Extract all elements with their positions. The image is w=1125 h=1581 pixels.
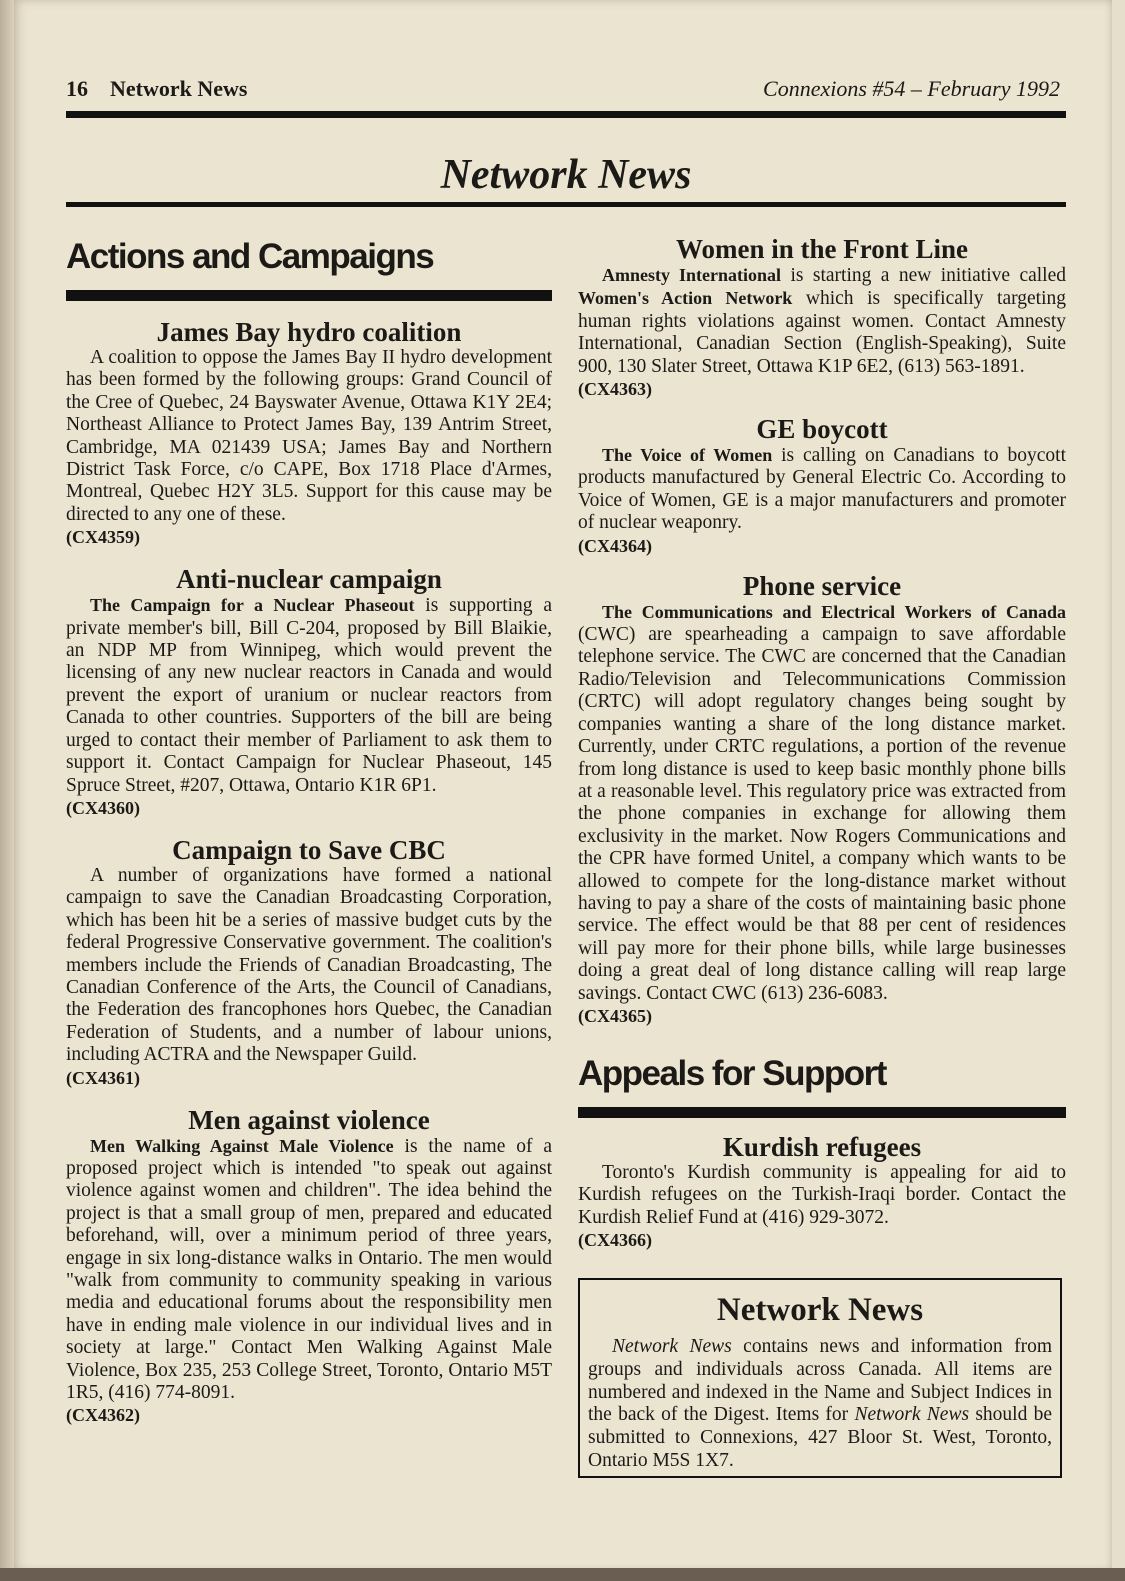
org-name-2: Women's Action Network — [578, 288, 793, 309]
article-code: (CX4363) — [578, 379, 652, 400]
article-title: Kurdish refugees — [722, 1131, 922, 1162]
article-title: James Bay hydro coalition — [156, 317, 462, 347]
publication-info: Connexions #54 – February 1992 — [763, 76, 1060, 101]
body-text: (CWC) are spearheading a campaign to save affordable telephone service. The CWC are concerned that the Canadian Radio/Television and Telecommunications Commission (CRTC) will adopt regulatory changes being sought by companies wanting a share of the long distance market. Currently, under CRTC regulations, a portion of the revenue from long distance is used to keep basic monthly phone bills at a reasonable level. This regulatory price was extracted from the phone companies in exchange for allowing them exclusivity in the market. Now Rogers Communications and the CPR have formed Unitel, a company which wants to be allowed to compete for the long-distance market without having to pay a share of the costs of maintaining basic phone service. The effect would be that 88 per cent of residences will pay more for their phone bills, while large businesses doing a great deal of long distance calling will reap large savings. Contact CWC (613) 236-6083. — [578, 624, 1066, 1004]
article-code: (CX4364) — [578, 535, 652, 556]
article-body: Toronto's Kurdish community is appealing for aid to Kurdish refugees on the Turkish-Iraqi border. Contact the Kurdish Relief Fund at (416) 929-3072. — [578, 1161, 1066, 1228]
running-head-left — [66, 76, 247, 102]
article-save-cbc — [66, 835, 552, 1089]
article-code: (CX4362) — [66, 1405, 140, 1426]
article-title: Men against violence — [188, 1104, 430, 1135]
info-box-text — [588, 1336, 1052, 1473]
article-code: (CX4359) — [66, 527, 140, 548]
body-text: is calling on Canadians to boycott products manufactured by General Electric Co. According to Voice of Women, GE is a major manufacturers and promoter of nuclear weaponry. — [578, 445, 1066, 534]
running-head — [66, 76, 1060, 106]
page-number: 16 — [66, 76, 88, 101]
article-title: Phone service — [742, 570, 902, 601]
left-column — [66, 234, 552, 1426]
org-name: The Voice of Women — [602, 445, 773, 466]
org-name: The Communications and Electrical Workers of Canada — [602, 601, 1066, 622]
network-news-info-box — [578, 1278, 1062, 1478]
article-women-front-line — [578, 234, 1066, 400]
article-body — [66, 1135, 552, 1405]
info-lead: Network News — [612, 1336, 732, 1357]
body-text: is supporting a private member's bill, Bill C-204, proposed by Bill Blaikie, an NDP MP from Winnipeg, which would prevent the licensing of any new nuclear reactors in Canada and would prevent the export of uranium or nuclear reactors from Canada to other countries. Supporters of the bill are being urged to contact their member of Parliament to ask them to support it. Contact Campaign for Nuclear Phaseout, 145 Spruce Street, #207, Ottawa, Ontario K1R 6P1. — [66, 595, 552, 796]
binding-edge — [0, 0, 14, 1581]
section-name: Network News — [110, 76, 248, 101]
article-body — [66, 594, 552, 797]
org-name: Men Walking Against Male Violence — [90, 1135, 394, 1156]
page-title: Network News — [440, 152, 692, 198]
article-body: A coalition to oppose the James Bay II hydro development has been formed by the following groups: Grand Council of the Cree of Quebec, 24 Bayswater Avenue, Ottawa K1Y 2E4; Northeast Alliance to Protect James Bay, 139 Antrim Street, Cambridge, MA 021439 USA; James Bay and Northern District Task Force, c/o CAPE, Box 1718 Place d'Armes, Montreal, Quebec H2Y 3L5. Support for this cause may be directed to any one of these. — [66, 347, 552, 525]
article-body — [578, 601, 1066, 1005]
title-rule — [66, 202, 1066, 207]
org-name: The Campaign for a Nuclear Phaseout — [90, 595, 415, 616]
article-phone-service — [578, 571, 1066, 1027]
body-text: is starting a new initiative called — [781, 265, 1067, 286]
info-text: should be submitted to Connexions, 427 Bloor St. West, Toronto, Ontario M5S 1X7. — [588, 1404, 1052, 1471]
article-title: Women in the Front Line — [675, 234, 969, 264]
article-code: (CX4361) — [66, 1067, 140, 1088]
org-name: Amnesty International — [602, 265, 782, 285]
article-title: GE boycott — [756, 414, 888, 445]
page-bottom-edge — [0, 1568, 1125, 1581]
article-body — [578, 444, 1066, 535]
article-james-bay — [66, 317, 552, 548]
article-men-violence — [66, 1105, 552, 1427]
article-anti-nuclear — [66, 564, 552, 819]
right-column — [578, 234, 1066, 1251]
body-text: is the name of a proposed project which is intended "to speak out against violence against women and children". The idea behind the project is that a small group of men, prepared and educated beforehand, will, over a minimum period of three years, engage in six long-distance walks in Ontario. The men would "walk from community to community speaking in various media and educational forums about the responsibility men have in ending male violence in our individual lives and in society at large." Contact Men Walking Against Male Violence, Box 235, 253 College Street, Toronto, Ontario M5T 1R5, (416) 774-8091. — [66, 1135, 552, 1404]
article-title: Campaign to Save CBC — [172, 834, 446, 865]
article-code: (CX4366) — [578, 1230, 652, 1251]
info-box-title: Network News — [716, 1292, 924, 1328]
info-text: contains news and information from groups and individuals across Canada. All items are numbered and indexed in the Name and Subject Indices in the back of the Digest. Items for — [588, 1336, 1052, 1426]
article-code: (CX4365) — [578, 1005, 652, 1026]
section-title-appeals: Appeals for Support — [578, 1053, 886, 1093]
section-title-actions: Actions and Campaigns — [66, 237, 434, 276]
article-body — [578, 264, 1066, 378]
article-code: (CX4360) — [66, 797, 140, 818]
section-bar — [578, 1107, 1066, 1118]
header-rule — [66, 111, 1066, 118]
body-text: which is specifically targeting human rights violations against women. Contact Amnesty International, Canadian Section (English-Speaking), Suite 900, 130 Slater Street, Ottawa K1P 6E2, (613) 563-1891. — [578, 288, 1066, 377]
article-title: Anti-nuclear campaign — [176, 564, 442, 595]
article-ge-boycott — [578, 414, 1066, 557]
section-bar — [66, 290, 552, 301]
article-kurdish — [578, 1132, 1066, 1251]
info-em: Network News — [854, 1404, 970, 1426]
article-body: A number of organizations have formed a national campaign to save the Canadian Broadcasting Corporation, which has been hit be a series of massive budget cuts by the federal Progressive Conservative government. The coalition's members include the Friends of Canadian Broadcasting, The Canadian Conference of the Arts, the Council of Canadians, the Federation des francophones hors Quebec, the Canadian Federation of Students, and a number of labour unions, including ACTRA and the Newspaper Guild. — [66, 864, 552, 1066]
